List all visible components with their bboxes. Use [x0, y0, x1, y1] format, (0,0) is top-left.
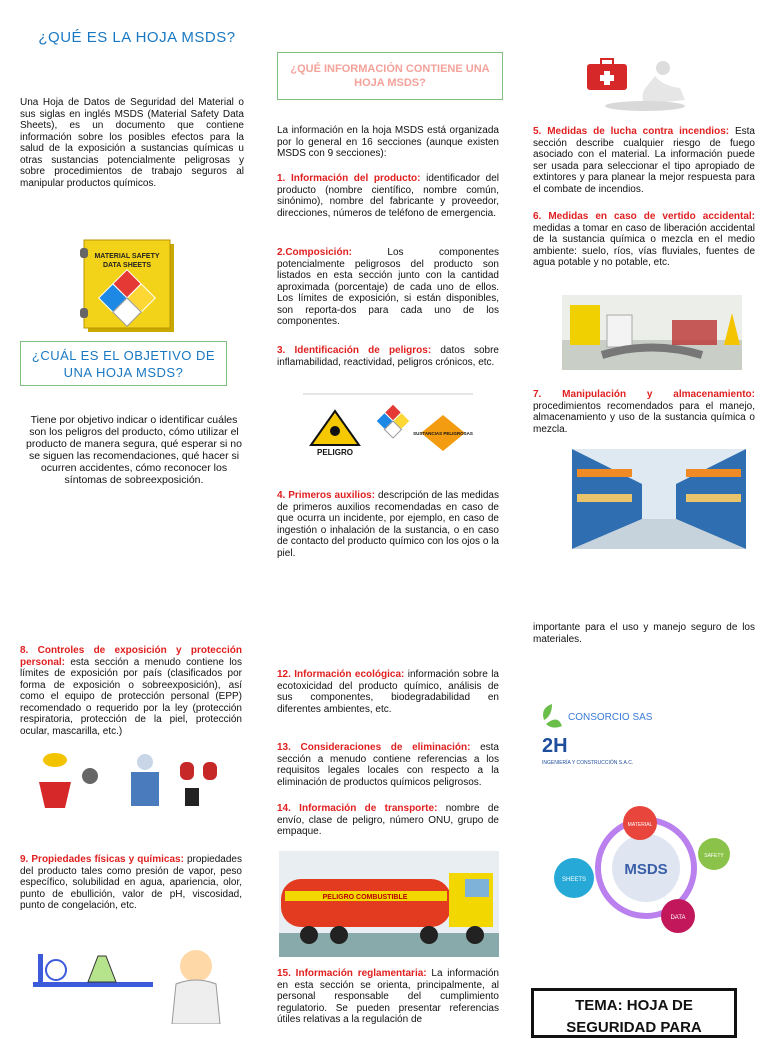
what-is-msds-text: Una Hoja de Datos de Seguridad del Material o sus siglas en inglés MSDS (Material Safety Data Sheets), es un documento que contiene información sobre los posibles efectos para la salud de la exposición a sustancias químicas u otras sustancias potencialmente peligrosas y sobre procedimientos de trabajo seguros al manipular productos químicos. — [20, 97, 244, 189]
logo-2h-sub: INGENIERÍA Y CONSTRUCCIÓN S.A.C. — [542, 760, 634, 766]
info-contents-title: ¿QUÉ INFORMACIÓN CONTIENE UNA HOJA MSDS? — [290, 63, 490, 89]
binder-line-1: MATERIAL SAFETY — [94, 253, 160, 260]
section-4: 4. Primeros auxilios: descripción de las medidas de primeros auxilios recomendadas en caso de que ocurra un incidente, por ejemplo, en caso de ingestión o inhalación de la sustancia, o en caso de contacto del producto químico con los ojos o la piel. — [277, 490, 499, 559]
first-aid-image — [585, 56, 695, 114]
tema-box — [531, 988, 737, 1038]
section-8: 8. Controles de exposición y protección personal: esta sección a menudo contiene los límites de exposición por país (clasificados por forma de exposición o sobreexposición), así como el equipo de protección personal (EPP) recomendado o requerido por la ley (protección respiratoria, protección de la piel, protección ocular, mascarilla, etc.) — [20, 645, 242, 737]
cycle-center: MSDS — [624, 861, 668, 878]
info-intro: La información en la hoja MSDS está organizada por lo general en 16 secciones (aunque existen MSDS con 9 secciones): — [277, 125, 499, 159]
section-2: 2.Composición: Los componentes potencialmente peligrosos del producto son listados en esta sección junto con la cantidad aproximada (porcentaje) de cada uno de ellos. Los límites de exposición, si están disponibles, son reporta-dos para cada uno de los componentes. — [277, 247, 499, 327]
cycle-sheets: SHEETS — [561, 877, 587, 883]
fuel-truck-image — [279, 851, 499, 957]
ppe-equipment-image — [35, 752, 230, 810]
truck-label: PELIGRO COMBUSTIBLE — [322, 894, 408, 901]
section-3: 3. Identificación de peligros: datos sobre inflamabilidad, reactividad, peligros crónicos, etc. — [277, 345, 499, 368]
section-13: 13. Consideraciones de eliminación: esta sección a menudo contiene referencias a los requisitos legales locales con respecto a la eliminación de productos químicos peligrosos. — [277, 742, 499, 788]
section-7: 7. Manipulación y almacenamiento: procedimientos recomendados para el manejo, almacenamiento y uso de la sustancia química o mezcla. — [533, 389, 755, 435]
msds-binder-image — [80, 238, 180, 334]
tema-line-2: SEGURIDAD PARA — [566, 1019, 702, 1036]
section-15: 15. Información reglamentaria: La información en esta sección se orienta, principalmente, al personal responsable del cumplimiento regulatorio. Se pueden presentar referencias útiles relativas a la regulación de — [277, 968, 499, 1025]
section-12: 12. Información ecológica: información sobre la ecotoxicidad del producto químico, análisis de sus componentes, biodegradabilidad en diferentes ambientes, etc. — [277, 669, 499, 715]
hazard-symbols-image — [303, 393, 473, 457]
info-contents-title-box — [277, 52, 503, 100]
what-is-msds-title: ¿QUÉ ES LA HOJA MSDS? — [38, 29, 236, 46]
cycle-material: MATERIAL — [627, 822, 653, 828]
peligro-label: PELIGRO — [316, 448, 354, 457]
sustancias-label: SUSTANCIAS PELIGROSAS — [413, 431, 473, 436]
cycle-data: DATA — [670, 915, 686, 921]
company-logo — [538, 700, 678, 770]
section-6: 6. Medidas en caso de vertido accidental: medidas a tomar en caso de liberación accidental de la sustancia química o mezcla en el medio ambiente: suelo, ríos, vías fluviales, fuentes de agua potable y no potable, etc. — [533, 211, 755, 268]
objective-title: ¿CUÁL ES EL OBJETIVO DE UNA HOJA MSDS? — [31, 347, 216, 380]
section-1: 1. Información del producto: identificador del producto (nombre científico, nombre común, sinónimo), nombre del fabricante y proveedor, direcciones, números de teléfono de emergencia. — [277, 173, 499, 219]
logo-consorcio: CONSORCIO SAS — [568, 712, 653, 723]
spill-kit-image — [562, 295, 742, 370]
chemistry-cartoon-image — [28, 942, 233, 1024]
warehouse-image — [572, 449, 746, 549]
tema-line-1: TEMA: HOJA DE — [575, 997, 693, 1014]
section-9: 9. Propiedades físicas y químicas: propiedades del producto tales como presión de vapor, peso específico, solubilidad en agua, apariencia, olor, punto de ebullición, valor de pH, viscosidad, punto de congelación, etc. — [20, 854, 242, 911]
msds-cycle-diagram — [546, 806, 742, 936]
section-5: 5. Medidas de lucha contra incendios: Esta sección describe cualquier riesgo de fuego asociado con el material. La información puede ser usada para seleccionar el tipo apropiado de extintores y para planear la mejor respuesta para el combate de incendios. — [533, 126, 755, 195]
logo-2h: 2H — [542, 735, 568, 757]
binder-line-2: DATA SHEETS — [102, 262, 152, 269]
continuation-text: importante para el uso y manejo seguro de los materiales. — [533, 622, 755, 645]
objective-title-box — [20, 341, 227, 386]
cycle-safety: SAFETY — [704, 853, 724, 859]
section-14: 14. Información de transporte: nombre de envío, clase de peligro, número ONU, grupo de empaque. — [277, 803, 500, 837]
objective-text: Tiene por objetivo indicar o identificar cuáles son los peligros del producto, cómo utilizar el producto de manera segura, qué esperar si no se siguen las recomendaciones, qué hacer si ocurren accidentes, cómo reconocer los síntomas de sobreexposición. — [26, 414, 242, 486]
